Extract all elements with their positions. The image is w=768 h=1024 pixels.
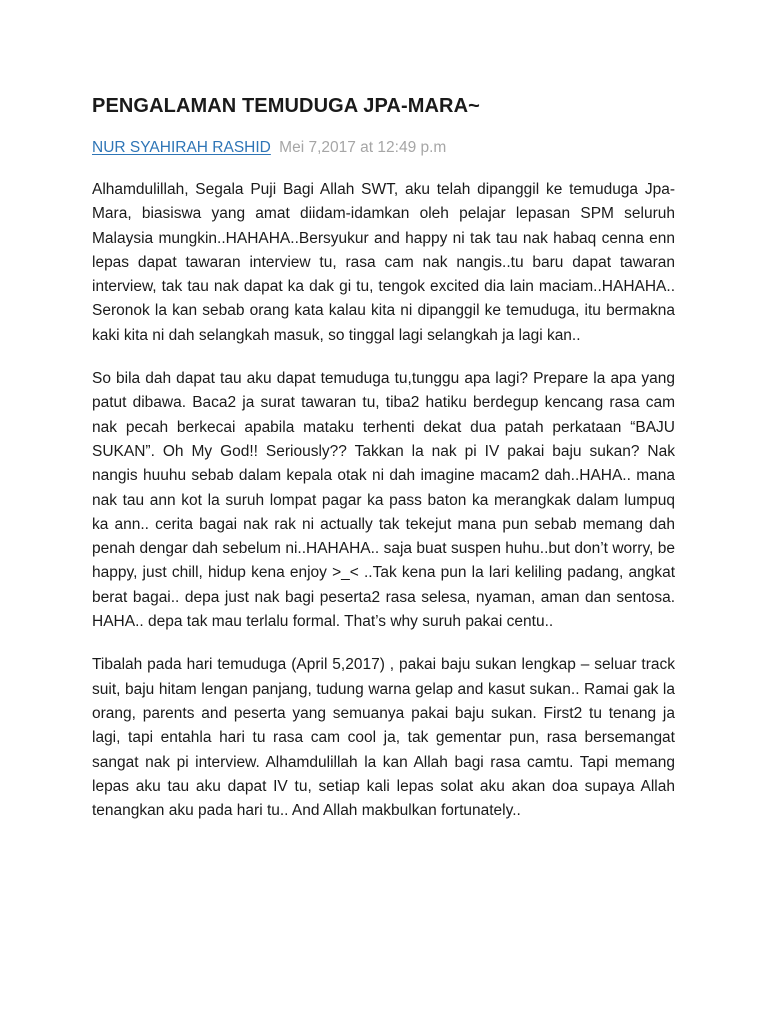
author-link[interactable]: NUR SYAHIRAH RASHID — [92, 139, 271, 156]
paragraph-1: Alhamdulillah, Segala Puji Bagi Allah SWT, aku telah dipanggil ke temuduga Jpa-Mara, biasiswa yang amat diidam-idamkan oleh pelajar lepasan SPM seluruh Malaysia mungkin..HAHAHA..Bersyukur and happy ni tak tau nak habaq cenna enn lepas dapat tawaran interview tu, rasa cam nak nangis..tu baru dapat tawaran interview, tak tau nak dapat ka dak gi tu, tengok excited dia lain maciam..HAHAHA.. Seronok la kan sebab orang kata kalau kita ni dipanggil ke temuduga, itu bermakna kaki kita ni dah selangkah masuk, so tinggal lagi selangkah ja lagi kan.. — [92, 181, 675, 344]
document-title: PENGALAMAN TEMUDUGA JPA-MARA~ — [92, 95, 480, 117]
paragraph-2: So bila dah dapat tau aku dapat temuduga tu,tunggu apa lagi? Prepare la apa yang patut dibawa. Baca2 ja surat tawaran tu, tiba2 hatiku berdegup kencang rasa cam nak pecah berkecai apabila mataku terhenti dekat dua patah perkataan “BAJU SUKAN”. Oh My God!! Seriously?? Takkan la nak pi IV pakai baju sukan? Nak nangis huuhu sebab dalam kepala otak ni dah imagine macam2 dah..HAHA.. mana nak tau ann kot la suruh lompat pagar ka pass baton ka merangkak dalam lumpuq ka ann.. cerita bagai nak rak ni actually tak tekejut mana pun sebab memang dah penah dengar dah sebelum ni..HAHAHA.. saja buat suspen huhu..but don’t worry, be happy, just chill, hidup kena enjoy >_< ..Tak kena pun la lari keliling padang, angkat berat bagai.. depa just nak bagi peserta2 rasa selesa, nyaman, aman dan sentosa. HAHA.. depa tak mau terlalu formal. That’s why suruh pakai centu.. — [92, 370, 675, 631]
article-body — [92, 178, 675, 842]
byline — [92, 139, 446, 157]
post-date: Mei 7,2017 at 12:49 p.m — [279, 139, 447, 156]
paragraph-3: Tibalah pada hari temuduga (April 5,2017) , pakai baju sukan lengkap – seluar track suit, baju hitam lengan panjang, tudung warna gelap and kasut sukan.. Ramai gak la orang, parents and peserta yang semuanya pakai baju sukan. First2 tu tenang ja lagi, tapi entahla hari tu rasa cam cool ja, tak gementar pun, rasa bersemangat sangat nak pi interview. Alhamdulillah la kan Allah bagi rasa camtu. Tapi memang lepas aku tau aku dapat IV tu, setiap kali lepas solat aku akan doa supaya Allah tenangkan aku pada hari tu.. And Allah makbulkan fortunately.. — [92, 656, 675, 820]
